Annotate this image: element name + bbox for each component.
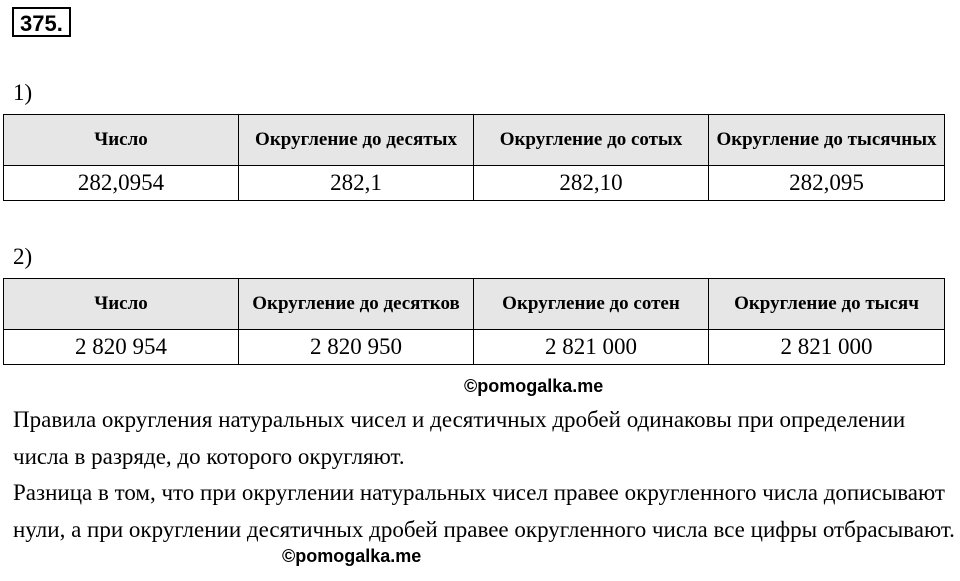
table-cell: 2 820 950 [239, 330, 474, 365]
table-header-row [4, 115, 945, 166]
table-header-row [4, 279, 945, 330]
table-header-cell: Округление до сотен [474, 279, 709, 330]
table-header-cell: Округление до сотых [474, 115, 709, 166]
table-header-cell: Число [4, 115, 239, 166]
rounding-table-naturals [3, 278, 945, 365]
table-cell: 282,095 [709, 166, 945, 201]
table-header-cell: Округление до тысячных [709, 115, 945, 166]
table-header-cell: Округление до десятков [239, 279, 474, 330]
table-cell: 2 820 954 [4, 330, 239, 365]
rounding-table-decimals [3, 114, 945, 201]
table-cell: 282,10 [474, 166, 709, 201]
table-row [4, 166, 945, 201]
watermark-bottom: ©pomogalka.me [282, 546, 422, 566]
watermark-top: ©pomogalka.me [464, 376, 604, 396]
table-cell: 2 821 000 [709, 330, 945, 365]
explanation-paragraph: Правила округления натуральных чисел и десятичных дробей одинаковы при определении числа в разряде, до которого округляют. [13, 407, 906, 469]
table-cell: 282,0954 [4, 166, 239, 201]
table-header-cell: Округление до десятых [239, 115, 474, 166]
explanation-text [13, 402, 958, 548]
explanation-paragraph: Разница в том, что при округлении натуральных чисел правее округленного числа дописывают нули, а при округлении десятичных дробей правее округленного числа все цифры отбрасывают. [13, 480, 955, 542]
problem-number: 375. [12, 7, 71, 37]
part-1-label: 1) [13, 80, 33, 105]
table-cell: 2 821 000 [474, 330, 709, 365]
table-row [4, 330, 945, 365]
part-2-label: 2) [13, 244, 33, 269]
table-header-cell: Число [4, 279, 239, 330]
table-cell: 282,1 [239, 166, 474, 201]
table-header-cell: Округление до тысяч [709, 279, 945, 330]
